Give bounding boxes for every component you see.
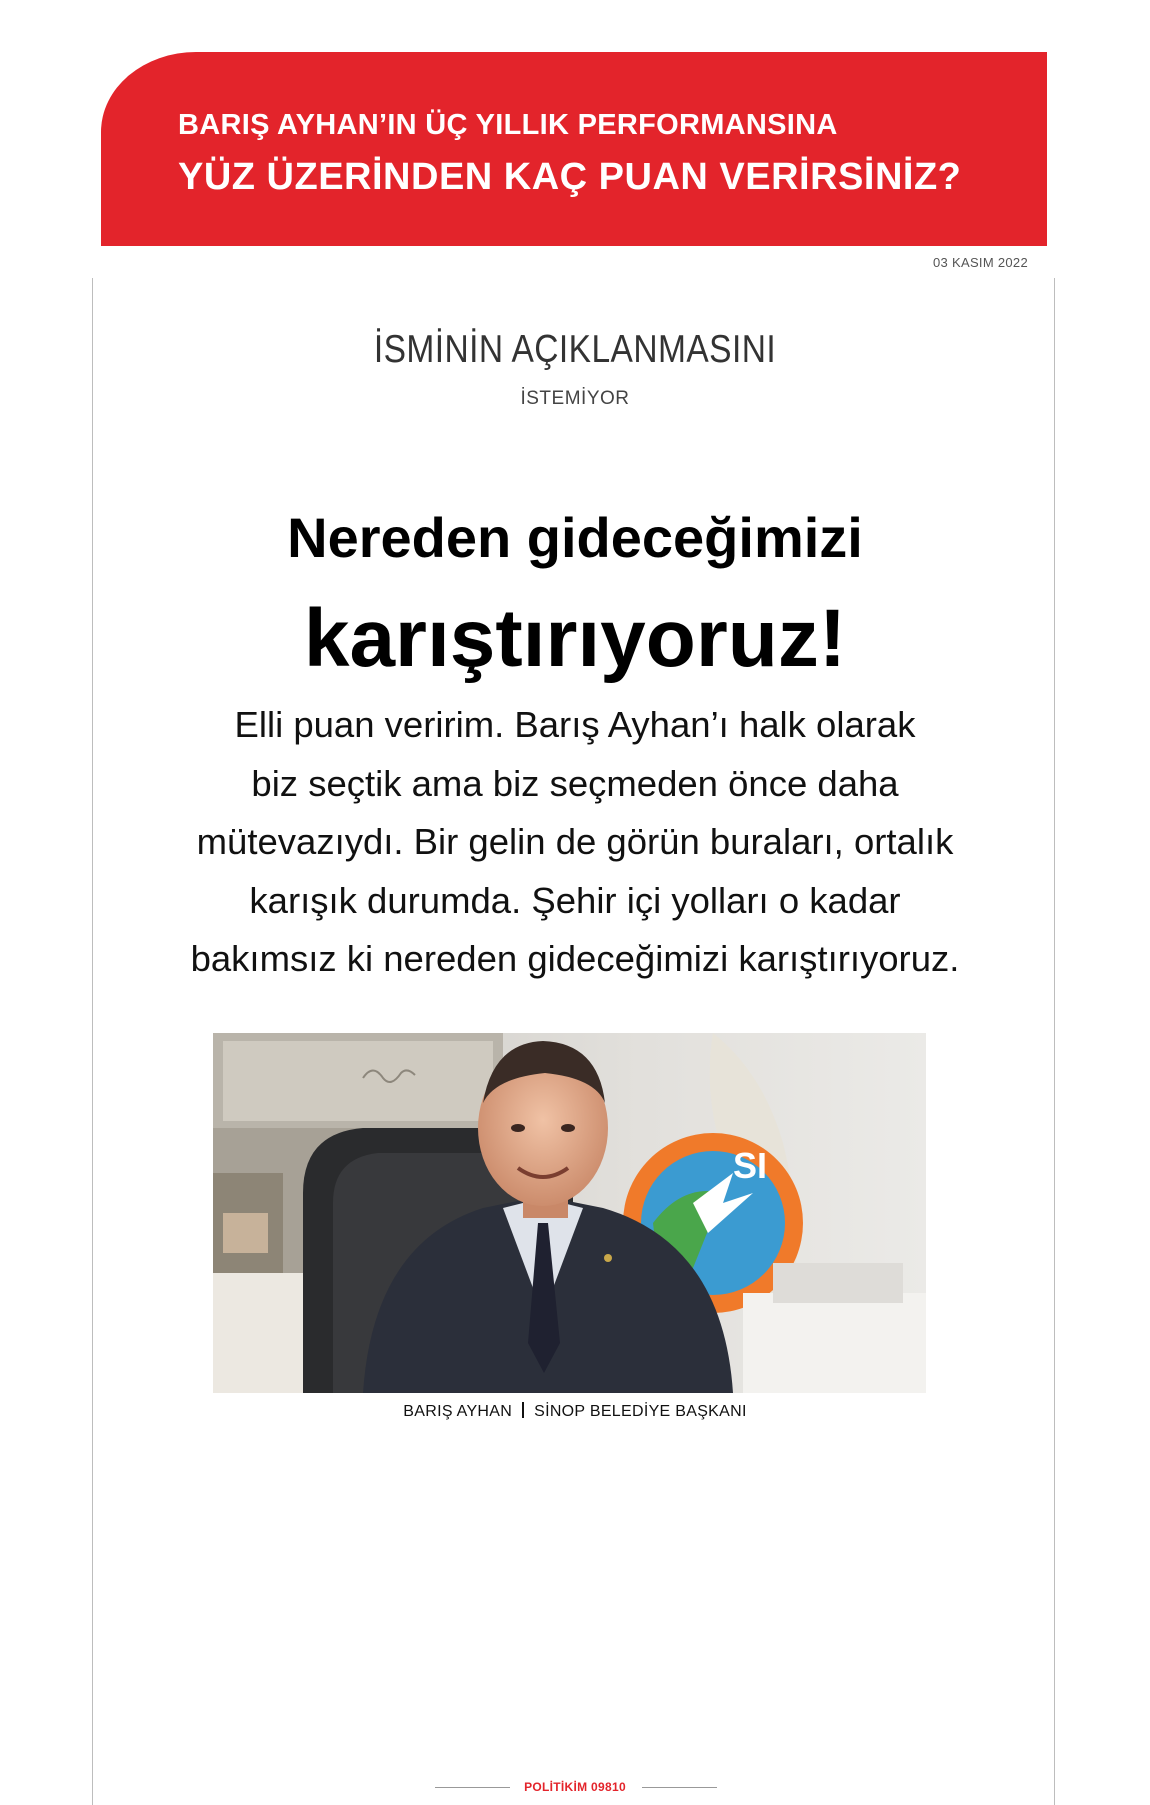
caption-separator: [522, 1402, 524, 1418]
headline-line1: Nereden gideceğimizi: [287, 506, 863, 569]
caption-name: BARIŞ AYHAN: [403, 1403, 513, 1420]
quote-line: Elli puan veririm. Barış Ayhan’ı halk olarak: [234, 704, 916, 745]
publish-date: 03 KASIM 2022: [933, 255, 1028, 270]
quote-line: bakımsız ki nereden gideceğimizi karıştırıyoruz.: [190, 938, 960, 979]
header-banner: [101, 52, 1047, 246]
printer: [743, 1293, 926, 1393]
footer-label: POLİTİKİM 09810: [524, 1780, 626, 1794]
eye-left: [511, 1124, 525, 1132]
quote-line: biz seçtik ama biz seçmeden önce daha: [251, 762, 899, 804]
printer-top: [773, 1263, 903, 1303]
quote-line: karışık durumda. Şehir içi yolları o kadar: [249, 879, 901, 921]
portrait-photo: [213, 1033, 926, 1393]
portrait-illustration: [213, 1033, 926, 1393]
quote-text: [170, 696, 980, 989]
signature-frame: [223, 1041, 493, 1121]
flag-text: SI: [733, 1145, 768, 1186]
eye-right: [561, 1124, 575, 1132]
header-title-line2: YÜZ ÜZERİNDEN KAÇ PUAN VERİRSİNİZ?: [178, 156, 962, 198]
headline-line2: karıştırıyoruz!: [303, 593, 847, 684]
photo-caption: [0, 1402, 1150, 1421]
kicker-subtitle: İSTEMİYOR: [520, 388, 630, 409]
quote-line: mütevazıydı. Bir gelin de görün buraları, ortalık: [196, 821, 954, 862]
caption-role: SİNOP BELEDİYE BAŞKANI: [534, 1403, 747, 1420]
header-title-line1: BARIŞ AYHAN’IN ÜÇ YILLIK PERFORMANSINA: [178, 109, 838, 141]
lapel-pin: [604, 1254, 612, 1262]
kicker-title: İSMİNİN AÇIKLANMASINI: [373, 328, 777, 371]
shelf-frame: [223, 1213, 268, 1253]
